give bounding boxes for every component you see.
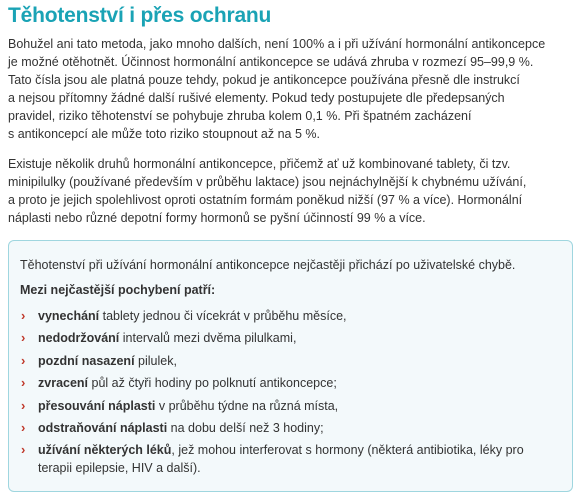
chevron-right-icon: › bbox=[21, 330, 26, 346]
list-item-text: půl až čtyři hodiny po polknutí antikoncepce; bbox=[88, 376, 337, 391]
list-item-keyword: přesouvání náplasti bbox=[38, 398, 156, 413]
paragraph-line: a proto je jejich spolehlivost oproti ostatním formám poněkud nižší (97 % a více). Hormonální bbox=[8, 193, 523, 207]
chevron-right-icon: › bbox=[21, 375, 26, 391]
paragraph-types bbox=[8, 155, 578, 227]
list-item-text: na dobu delší než 3 hodiny; bbox=[167, 420, 324, 435]
paragraph-line: s antikoncepcí ale může toto riziko stoupnout až na 5 %. bbox=[8, 127, 320, 141]
list-item bbox=[20, 374, 560, 392]
list-item bbox=[20, 397, 560, 415]
list-item-continuation: terapii epilepsie, HIV a další). bbox=[38, 461, 201, 476]
paragraph-line: náplasti nebo různé depotní formy hormonů se pyšní účinností 99 % a více. bbox=[8, 211, 426, 225]
list-item-keyword: pozdní nasazení bbox=[38, 353, 135, 368]
list-item-keyword: užívání některých léků bbox=[38, 443, 172, 458]
info-box-intro: Těhotenství při užívání hormonální antikoncepce nejčastěji přichází po uživatelské chybě. bbox=[20, 258, 516, 272]
paragraph-line: Existuje několik druhů hormonální antikoncepce, přičemž ať už kombinované tablety, či tzv. bbox=[8, 157, 511, 171]
list-item-keyword: zvracení bbox=[38, 376, 89, 391]
list-item-text: pilulek, bbox=[134, 353, 177, 368]
list-item bbox=[20, 441, 560, 477]
list-item bbox=[20, 352, 560, 370]
paragraph-line: pravidel, riziko těhotenství se pohybuje zhruba kolem 0,1 %. Při špatném zacházení bbox=[8, 109, 472, 123]
info-box-subtitle: Mezi nejčastější pochybení patří: bbox=[20, 283, 216, 297]
chevron-right-icon: › bbox=[21, 442, 26, 458]
paragraph-line: je možné otěhotnět. Účinnost hormonální antikoncepce se udává zhruba v rozmezí 95–99,9 %. bbox=[8, 55, 534, 69]
list-item-text: v průběhu týdne na různá místa, bbox=[155, 398, 339, 413]
article-title: Těhotenství i přes ochranu bbox=[8, 4, 272, 27]
chevron-right-icon: › bbox=[21, 308, 26, 323]
list-item-keyword: nedodržování bbox=[38, 331, 120, 346]
paragraph-line: Bohužel ani tato metoda, jako mnoho dalších, není 100% a i při užívání hormonální antikoncepce bbox=[8, 37, 546, 51]
list-item-keyword: odstraňování náplasti bbox=[38, 420, 168, 435]
list-item bbox=[20, 329, 560, 347]
list-item-text: , jež mohou interferovat s hormony (některá antibiotika, léky pro bbox=[171, 443, 524, 458]
chevron-right-icon: › bbox=[21, 419, 26, 435]
paragraph-reliability bbox=[8, 35, 578, 143]
chevron-right-icon: › bbox=[21, 397, 26, 413]
paragraph-line: minipilulky (používané především v průběhu laktace) jsou nejnáchylnější k chybnému užívání, bbox=[8, 175, 527, 189]
chevron-right-icon: › bbox=[21, 352, 26, 368]
list-item bbox=[20, 419, 560, 437]
paragraph-line: Tato čísla jsou ale platná pouze tehdy, pokud je antikoncepce používána přesně dle instrukcí bbox=[8, 73, 520, 87]
mistakes-list bbox=[20, 307, 560, 482]
paragraph-line: a nejsou přítomny žádné další rušivé elementy. Pokud tedy postupujete dle předepsaných bbox=[8, 91, 505, 105]
list-item-text: tablety jednou či vícekrát v průběhu měsíce, bbox=[99, 309, 347, 323]
info-box bbox=[8, 240, 573, 492]
list-item-keyword: vynechání bbox=[38, 309, 100, 323]
list-item-text: intervalů mezi dvěma pilulkami, bbox=[119, 331, 297, 346]
list-item bbox=[20, 307, 560, 325]
